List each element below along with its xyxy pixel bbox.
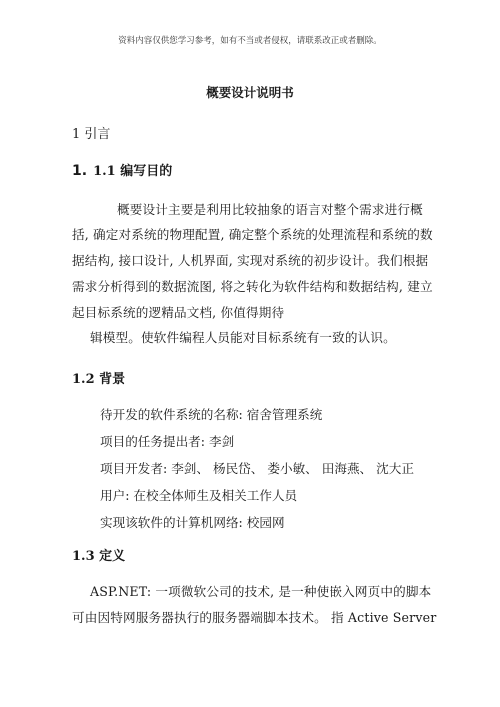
section-heading-definition: 1.3 定义	[72, 549, 126, 564]
purpose-line: 辑模型。使软件编程人员能对目标系统有一致的认识。	[90, 330, 396, 345]
section-heading-purpose	[72, 160, 172, 179]
definition-line: ASP.NET: 一项微软公司的技术, 是一种使嵌入网页中的脚本	[90, 584, 432, 599]
purpose-line: 概要设计主要是利用比较抽象的语言对整个需求进行概	[117, 202, 423, 217]
background-item: 实现该软件的计算机网络: 校园网	[100, 515, 285, 530]
background-item: 待开发的软件系统的名称: 宿舍管理系统	[100, 407, 323, 422]
background-item: 项目的任务提出者: 李剑	[100, 434, 235, 449]
heading-label: 1.1 编写目的	[93, 164, 173, 179]
background-item: 用户: 在校全体师生及相关工作人员	[100, 488, 298, 503]
header-notice: 资料内容仅供您学习参考，如有不当或者侵权，请联系改正或者删除。	[118, 36, 382, 46]
purpose-line: 起目标系统的逻精品文档, 你值得期待	[72, 305, 285, 320]
section-heading-background: 1.2 背景	[72, 372, 126, 387]
section-heading-introduction: 1 引言	[72, 127, 111, 142]
background-item: 项目开发者: 李剑、 杨民岱、 娄小敏、 田海燕、 沈大正	[100, 461, 414, 476]
purpose-line: 据结构, 接口设计, 人机界面, 实现对系统的初步设计。我们根据	[72, 253, 429, 268]
document-title: 概要设计说明书	[206, 85, 294, 100]
purpose-line: 括, 确定对系统的物理配置, 确定整个系统的处理流程和系统的数	[72, 227, 433, 242]
heading-number: 1.	[72, 163, 88, 179]
definition-line: 可由因特网服务器执行的服务器端脚本技术。 指 Active Server	[72, 610, 437, 625]
purpose-line: 需求分析得到的数据流图, 将之转化为软件结构和数据结构, 建立	[72, 279, 433, 294]
